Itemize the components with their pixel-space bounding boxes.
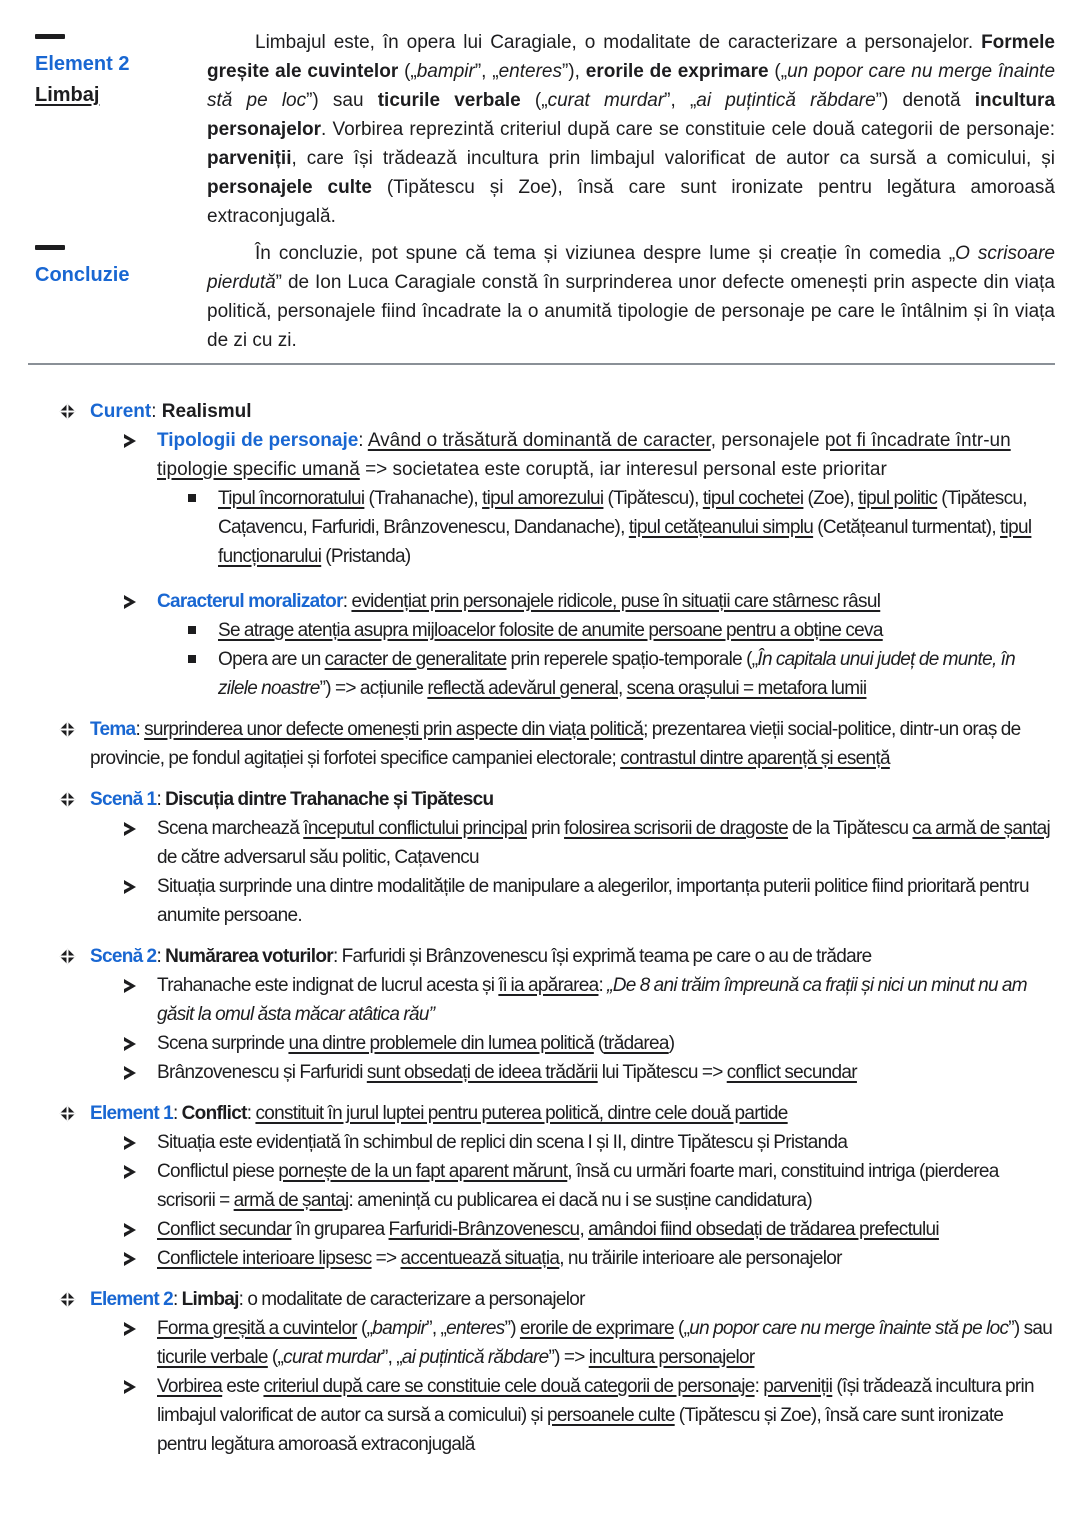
- outline-item-text: [157, 1062, 857, 1083]
- text-segment: În capitala unui județ de munte, în zilele noastre: [218, 649, 1016, 699]
- arrow-bullet-icon: [124, 1322, 137, 1336]
- text-segment: :: [598, 975, 608, 996]
- outline-item-text: [157, 1033, 674, 1054]
- text-segment: ”, „: [474, 61, 499, 82]
- text-segment: lui Tipătescu =>: [597, 1062, 727, 1083]
- text-segment: (Tipătescu și Zoe), însă care sunt ironizate pentru legătura amoroasă extraconjugală: [157, 1405, 1004, 1455]
- square-bullet-icon: [188, 626, 196, 634]
- text-segment: folosirea scrisorii de dragoste: [564, 818, 788, 839]
- outline-item: [0, 1128, 1055, 1157]
- text-segment: un popor care nu merge înainte stă pe loc: [207, 61, 1056, 111]
- text-segment: persoanele culte: [546, 1405, 675, 1426]
- text-segment: ticurile verbale: [377, 90, 521, 111]
- text-segment: =>: [371, 1248, 401, 1269]
- outline-item-text: [157, 975, 1027, 1025]
- paragraph-limbaj: [207, 28, 1055, 231]
- text-segment: Limbaj: [181, 1289, 239, 1310]
- text-segment: „De 8 ani trăim împreună ca frații și nici un minut nu am găsit la omul ăsta măcar atâtica rău”: [157, 975, 1027, 1025]
- outline-item: [0, 814, 1055, 872]
- text-segment: pot fi încadrate într-un tipologie specific umană: [157, 430, 1011, 480]
- text-segment: :: [754, 1376, 764, 1397]
- text-segment: ”) sau: [306, 90, 378, 111]
- text-segment: :: [358, 430, 368, 451]
- text-segment: ”) =>: [548, 1347, 589, 1368]
- text-segment: ”, „: [664, 90, 697, 111]
- diamond-bullet-icon: [60, 1292, 76, 1308]
- text-segment: => societatea este coruptă, iar interesul personal este prioritar: [359, 459, 887, 480]
- text-segment: :: [172, 1289, 182, 1310]
- text-segment: (Pristanda): [321, 546, 411, 567]
- section-divider: [28, 363, 1055, 365]
- text-segment: :: [246, 1103, 256, 1124]
- text-segment: În concluzie, pot spune că tema și viziunea despre lume și creație în comedia „: [255, 243, 956, 264]
- outline-item-text: [90, 719, 1021, 769]
- text-segment: contrastul dintre aparență și esență: [620, 748, 890, 769]
- text-segment: Scenă 1: [90, 789, 157, 810]
- text-segment: Vorbirea: [157, 1376, 223, 1397]
- text-segment: Forma greșită a cuvintelor: [157, 1318, 357, 1339]
- text-segment: tipul cochetei: [702, 488, 804, 509]
- outline-item-text: [157, 1318, 1052, 1368]
- text-segment: trădarea: [603, 1033, 669, 1054]
- outline-item: [0, 1058, 1055, 1087]
- text-segment: incultura personajelor: [588, 1347, 755, 1368]
- margin-note-element-2: [35, 28, 207, 231]
- outline-item-text: [157, 1219, 939, 1240]
- text-segment: ”) => acțiunile: [319, 678, 428, 699]
- text-segment: prin: [526, 818, 565, 839]
- text-segment: în gruparea: [291, 1219, 389, 1240]
- text-segment: (își trădează incultura prin limbajul valorificat de autor ca sursă a comicului) și: [157, 1376, 1034, 1426]
- text-segment: ; prezentarea vieții social-politice, dintr-un oraș de provincie, pe fondul agitației și forfotei specifice campaniei electorale;: [90, 719, 1021, 769]
- text-segment: constituit în jurul luptei pentru puterea politică, dintre cele două partide: [255, 1103, 788, 1124]
- text-segment: tipul politic: [858, 488, 938, 509]
- text-segment: curat murdar: [283, 1347, 382, 1368]
- text-segment: parveniții: [207, 148, 292, 169]
- text-segment: :: [135, 719, 145, 740]
- arrow-bullet-icon: [124, 1136, 137, 1150]
- text-segment: Scena surprinde: [157, 1033, 289, 1054]
- text-segment: („: [398, 61, 417, 82]
- outline-item-text: [90, 1289, 585, 1310]
- text-segment: (Zoe),: [803, 488, 859, 509]
- text-segment: (Tipătescu),: [603, 488, 703, 509]
- text-segment: ”) sau: [1008, 1318, 1053, 1339]
- outline-item: [0, 1029, 1055, 1058]
- diamond-bullet-icon: [60, 949, 76, 965]
- arrow-bullet-icon: [124, 1223, 137, 1237]
- text-segment: Farfuridi-Brânzovenescu: [388, 1219, 580, 1240]
- outline-item: [0, 426, 1055, 484]
- arrow-bullet-icon: [124, 822, 137, 836]
- text-segment: (Tipătescu, Cațavencu, Farfuridi, Brânzovenescu, Dandanache),: [218, 488, 1027, 538]
- outline-item: [0, 872, 1055, 930]
- arrow-bullet-icon: [124, 1165, 137, 1179]
- text-segment: („: [768, 61, 788, 82]
- text-segment: Caracterul moralizator: [157, 591, 343, 612]
- text-segment: :: [156, 789, 166, 810]
- outline-item: [0, 1157, 1055, 1215]
- outline-item-text: [157, 591, 880, 612]
- text-segment: criteriul după care se constituie cele două categorii de personaje: [263, 1376, 755, 1397]
- text-segment: . Vorbirea reprezintă criteriul după care se constituie cele două categorii de personaje:: [321, 119, 1055, 140]
- text-segment: (Cetățeanul turmentat),: [813, 517, 1001, 538]
- text-segment: un popor care nu merge înainte stă pe loc: [689, 1318, 1009, 1339]
- outline-item-text: [218, 649, 1015, 699]
- concluzie-section: [35, 239, 1055, 355]
- text-segment: :: [156, 946, 166, 967]
- outline-item: [0, 1372, 1055, 1459]
- text-segment: pornește de la un fapt aparent mărunt: [278, 1161, 568, 1182]
- text-segment: (: [593, 1033, 604, 1054]
- diamond-bullet-icon: [60, 404, 76, 420]
- text-segment: Conflict secundar: [157, 1219, 292, 1240]
- text-segment: de la Tipătescu: [787, 818, 913, 839]
- text-segment: ”): [504, 1318, 520, 1339]
- text-segment: tipul cetățeanului simplu: [628, 517, 814, 538]
- text-segment: Conflictul piese: [157, 1161, 279, 1182]
- arrow-bullet-icon: [124, 1380, 137, 1394]
- margin-note-concluzie: [35, 239, 207, 355]
- outline-item: [0, 397, 1055, 426]
- text-segment: scena orașului = metafora lumii: [626, 678, 867, 699]
- text-segment: :: [172, 1103, 182, 1124]
- text-segment: Situația surprinde una dintre modalitățile de manipulare a alegerilor, importanța puterii politice fiind prioritară pentru anumite persoane.: [157, 876, 1029, 926]
- text-segment: :: [151, 401, 162, 422]
- text-segment: surprinderea unor defecte omenești prin aspecte din viața politică: [144, 719, 644, 740]
- text-segment: parveniții: [763, 1376, 833, 1397]
- hanging-label-area: [0, 28, 1055, 355]
- text-segment: personajele culte: [207, 177, 372, 198]
- text-segment: Scena marchează: [157, 818, 304, 839]
- text-segment: armă de șantaj: [233, 1190, 349, 1211]
- arrow-bullet-icon: [124, 434, 137, 448]
- square-bullet-icon: [188, 655, 196, 663]
- diamond-bullet-icon: [60, 722, 76, 738]
- outline-item-text: [157, 1376, 1034, 1455]
- text-segment: enteres: [446, 1318, 505, 1339]
- text-segment: caracter de generalitate: [324, 649, 507, 670]
- arrow-bullet-icon: [124, 1037, 137, 1051]
- text-segment: ticurile verbale: [157, 1347, 268, 1368]
- margin-subtitle-limbaj: Limbaj: [35, 84, 100, 106]
- text-segment: Limbajul este, în opera lui Caragiale, o modalitate de caracterizare a personajelor.: [255, 32, 982, 53]
- outline-item: [0, 1314, 1055, 1372]
- text-segment: Trahanache este indignat de lucrul acesta și: [157, 975, 499, 996]
- limbaj-section: [35, 28, 1055, 231]
- text-segment: (Trahanache),: [364, 488, 483, 509]
- text-segment: ,: [579, 1219, 589, 1240]
- outline-item-text: [157, 1248, 842, 1269]
- text-segment: bampir: [372, 1318, 427, 1339]
- outline-item: [0, 971, 1055, 1029]
- outline-item-text: [157, 430, 1011, 480]
- text-segment: îi ia apărarea: [498, 975, 599, 996]
- text-segment: : Farfuridi și Brânzovenescu își exprimă teama pe care o au de trădare: [332, 946, 872, 967]
- text-segment: Situația este evidențiată în schimbul de replici din scena I și II, dintre Tipătescu și Pristanda: [157, 1132, 848, 1153]
- outline-item: [0, 1244, 1055, 1273]
- text-segment: Realismul: [161, 401, 252, 422]
- text-segment: erorile de exprimare: [519, 1318, 674, 1339]
- text-segment: O scrisoare pierdută: [207, 243, 1056, 293]
- margin-title-concluzie: Concluzie: [35, 264, 130, 286]
- dash-marker-icon: [35, 245, 65, 250]
- outline-item: [0, 616, 1055, 645]
- text-segment: Se atrage atenția asupra mijloacelor folosite de anumite persoane pentru a obține ceva: [218, 620, 883, 641]
- arrow-bullet-icon: [124, 979, 137, 993]
- text-segment: ”, „: [426, 1318, 447, 1339]
- text-segment: , care își trădează incultura prin limbajul valorificat de autor ca sursă a comicului, și: [291, 148, 1055, 169]
- text-segment: Curent: [90, 401, 152, 422]
- square-bullet-icon: [188, 494, 196, 502]
- text-segment: ai puțintică răbdare: [401, 1347, 549, 1368]
- text-segment: : amenință cu publicarea ei dacă nu i se susține candidatura): [348, 1190, 813, 1211]
- text-segment: prin reperele spațio-temporale („: [506, 649, 758, 670]
- text-segment: („: [356, 1318, 373, 1339]
- dash-marker-icon: [35, 34, 65, 39]
- text-segment: Formele greșite ale cuvintelor: [207, 32, 1055, 82]
- text-segment: Conflict: [181, 1103, 247, 1124]
- text-segment: ): [668, 1033, 675, 1054]
- outline-item: [0, 785, 1055, 814]
- diamond-bullet-icon: [60, 792, 76, 808]
- text-segment: , însă cu urmări foarte mari, constituind intriga (pierderea scrisorii =: [157, 1161, 999, 1211]
- text-segment: ai puțintică răbdare: [696, 90, 876, 111]
- outline-item-text: [157, 818, 1050, 868]
- text-segment: :: [342, 591, 352, 612]
- outline-item-text: [157, 876, 1029, 926]
- outline-item: [0, 1285, 1055, 1314]
- text-segment: una dintre problemele din lumea politică: [288, 1033, 594, 1054]
- outline-item-text: [90, 401, 252, 422]
- text-segment: începutul conflictului principal: [303, 818, 527, 839]
- outline-item-text: [157, 1132, 847, 1153]
- text-segment: Tema: [90, 719, 136, 740]
- text-segment: Tipul încornoratului: [218, 488, 365, 509]
- text-segment: : o modalitate de caracterizare a personajelor: [238, 1289, 585, 1310]
- text-segment: (Tipătescu și Zoe), însă care sunt ironizate pentru legătura amoroasă extraconjugală.: [207, 177, 1055, 227]
- margin-title-element-2: Element 2: [35, 53, 130, 75]
- arrow-bullet-icon: [124, 1066, 137, 1080]
- text-segment: evidențiat prin personajele ridicole, puse în situații care stârnesc râsul: [351, 591, 881, 612]
- text-segment: amândoi fiind obsedați de trădarea prefectului: [588, 1219, 939, 1240]
- outline-list: [0, 397, 1055, 1459]
- outline-item-text: [90, 946, 871, 967]
- text-segment: conflict secundar: [726, 1062, 857, 1083]
- text-segment: reflectă adevărul general: [427, 678, 618, 699]
- text-segment: ”) denotă: [875, 90, 975, 111]
- text-segment: Numărarea voturilor: [165, 946, 333, 967]
- text-segment: („: [520, 90, 548, 111]
- text-segment: Opera are un: [218, 649, 325, 670]
- text-segment: ” de Ion Luca Caragiale constă în surprinderea unor defecte omenești prin aspecte din viața politică, personajele fiind încadrate la o anumită tipologie de personaje pe care le întâlnim și în viața de zi cu zi.: [207, 272, 1055, 351]
- arrow-bullet-icon: [124, 880, 137, 894]
- text-segment: accentuează situația: [400, 1248, 560, 1269]
- outline-item: [0, 715, 1055, 773]
- text-segment: Tipologii de personaje: [157, 430, 359, 451]
- outline-item-text: [218, 488, 1031, 567]
- text-segment: bampir: [416, 61, 475, 82]
- outline-item: [0, 1099, 1055, 1128]
- text-segment: Conflictele interioare lipsesc: [157, 1248, 372, 1269]
- text-segment: ”, „: [381, 1347, 402, 1368]
- text-segment: erorile de exprimare: [585, 61, 769, 82]
- text-segment: ca armă de șantaj: [912, 818, 1051, 839]
- outline-item-text: [157, 1161, 999, 1211]
- text-segment: sunt obsedați de ideea trădării: [366, 1062, 598, 1083]
- text-segment: este: [222, 1376, 264, 1397]
- outline-item-text: [218, 620, 883, 641]
- text-segment: tipul amorezului: [482, 488, 604, 509]
- text-segment: ,: [618, 678, 627, 699]
- text-segment: ”),: [561, 61, 586, 82]
- outline-item: [0, 484, 1055, 571]
- text-segment: („: [267, 1347, 284, 1368]
- text-segment: Discuția dintre Trahanache și Tipătescu: [165, 789, 494, 810]
- text-segment: de către adversarul său politic, Cațavencu: [157, 847, 479, 868]
- arrow-bullet-icon: [124, 595, 137, 609]
- text-segment: („: [673, 1318, 690, 1339]
- outline-item: [0, 645, 1055, 703]
- text-segment: enteres: [498, 61, 562, 82]
- outline-item-text: [90, 1103, 788, 1124]
- text-segment: Având o trăsătură dominantă de caracter: [367, 430, 711, 451]
- text-segment: incultura personajelor: [207, 90, 1056, 140]
- outline-item: [0, 1215, 1055, 1244]
- outline-item: [0, 587, 1055, 616]
- text-segment: , personajele: [710, 430, 825, 451]
- text-segment: , nu trăirile interioare ale personajelor: [559, 1248, 842, 1269]
- text-segment: Element 1: [90, 1103, 173, 1124]
- outline-item-text: [90, 789, 493, 810]
- text-segment: curat murdar: [547, 90, 665, 111]
- text-segment: Element 2: [90, 1289, 173, 1310]
- text-segment: Scenă 2: [90, 946, 157, 967]
- text-segment: tipul funcționarului: [218, 517, 1032, 567]
- arrow-bullet-icon: [124, 1252, 137, 1266]
- outline-item: [0, 942, 1055, 971]
- paragraph-concluzie: [207, 239, 1055, 355]
- diamond-bullet-icon: [60, 1106, 76, 1122]
- text-segment: Brânzovenescu și Farfuridi: [157, 1062, 367, 1083]
